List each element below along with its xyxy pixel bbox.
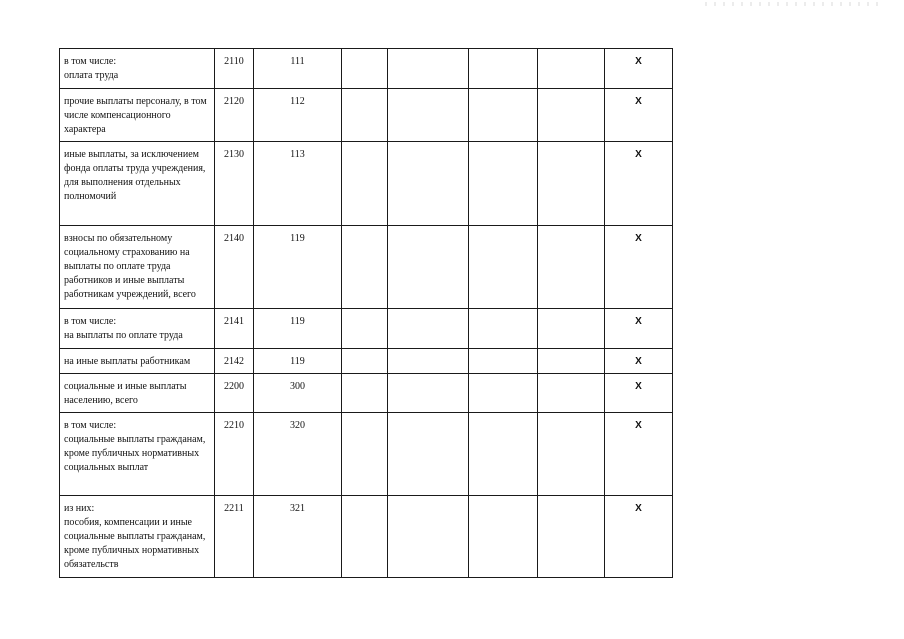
row-line-code: 2200 bbox=[215, 374, 254, 413]
table-row bbox=[60, 142, 673, 226]
table-row bbox=[60, 374, 673, 413]
row-line-code: 2142 bbox=[215, 349, 254, 374]
row-value-cell bbox=[538, 374, 605, 413]
row-x-mark: X bbox=[605, 89, 673, 142]
row-name: в том числе: на выплаты по оплате труда bbox=[60, 309, 215, 349]
row-budget-code: 119 bbox=[254, 349, 342, 374]
row-x-mark: X bbox=[605, 374, 673, 413]
row-budget-code: 111 bbox=[254, 49, 342, 89]
row-line-code: 2110 bbox=[215, 49, 254, 89]
row-value-cell bbox=[469, 309, 538, 349]
row-name: иные выплаты, за исключением фонда оплаты труда учреждения, для выполнения отдельных полномочий bbox=[60, 142, 215, 226]
row-value-cell bbox=[538, 309, 605, 349]
row-budget-code: 321 bbox=[254, 496, 342, 578]
table-row bbox=[60, 89, 673, 142]
row-value-cell bbox=[388, 226, 469, 309]
table-row bbox=[60, 496, 673, 578]
row-value-cell bbox=[538, 49, 605, 89]
row-line-code: 2141 bbox=[215, 309, 254, 349]
row-line-code: 2210 bbox=[215, 413, 254, 496]
row-name: прочие выплаты персоналу, в том числе компенсационного характера bbox=[60, 89, 215, 142]
row-x-mark: X bbox=[605, 413, 673, 496]
table-row bbox=[60, 309, 673, 349]
row-value-cell bbox=[388, 374, 469, 413]
budget-sheet bbox=[59, 48, 672, 578]
budget-table bbox=[59, 48, 673, 578]
row-value-cell bbox=[538, 89, 605, 142]
row-name: в том числе: оплата труда bbox=[60, 49, 215, 89]
row-value-cell bbox=[342, 349, 388, 374]
row-budget-code: 113 bbox=[254, 142, 342, 226]
row-value-cell bbox=[469, 349, 538, 374]
row-budget-code: 112 bbox=[254, 89, 342, 142]
table-row bbox=[60, 349, 673, 374]
row-value-cell bbox=[342, 226, 388, 309]
row-x-mark: X bbox=[605, 496, 673, 578]
table-row bbox=[60, 413, 673, 496]
row-budget-code: 300 bbox=[254, 374, 342, 413]
row-budget-code: 119 bbox=[254, 226, 342, 309]
row-line-code: 2120 bbox=[215, 89, 254, 142]
row-value-cell bbox=[388, 413, 469, 496]
row-x-mark: X bbox=[605, 226, 673, 309]
row-value-cell bbox=[469, 142, 538, 226]
row-value-cell bbox=[538, 349, 605, 374]
row-value-cell bbox=[388, 349, 469, 374]
row-value-cell bbox=[342, 413, 388, 496]
row-value-cell bbox=[469, 49, 538, 89]
row-value-cell bbox=[342, 142, 388, 226]
row-budget-code: 119 bbox=[254, 309, 342, 349]
row-name: взносы по обязательному социальному страхованию на выплаты по оплате труда работников и иные выплаты работникам учреждений, всего bbox=[60, 226, 215, 309]
row-value-cell bbox=[538, 496, 605, 578]
row-value-cell bbox=[342, 309, 388, 349]
row-name: из них: пособия, компенсации и иные социальные выплаты гражданам, кроме публичных нормативных обязательств bbox=[60, 496, 215, 578]
row-value-cell bbox=[538, 142, 605, 226]
row-value-cell bbox=[342, 374, 388, 413]
row-value-cell bbox=[388, 309, 469, 349]
table-row bbox=[60, 226, 673, 309]
row-value-cell bbox=[388, 49, 469, 89]
row-value-cell bbox=[469, 413, 538, 496]
row-x-mark: X bbox=[605, 49, 673, 89]
row-value-cell bbox=[469, 374, 538, 413]
row-line-code: 2211 bbox=[215, 496, 254, 578]
row-value-cell bbox=[469, 496, 538, 578]
row-name: на иные выплаты работникам bbox=[60, 349, 215, 374]
scan-noise bbox=[705, 2, 885, 6]
row-x-mark: X bbox=[605, 349, 673, 374]
row-x-mark: X bbox=[605, 142, 673, 226]
row-value-cell bbox=[342, 496, 388, 578]
row-x-mark: X bbox=[605, 309, 673, 349]
row-value-cell bbox=[342, 49, 388, 89]
row-value-cell bbox=[538, 413, 605, 496]
row-budget-code: 320 bbox=[254, 413, 342, 496]
row-name: социальные и иные выплаты населению, всего bbox=[60, 374, 215, 413]
table-row bbox=[60, 49, 673, 89]
row-line-code: 2130 bbox=[215, 142, 254, 226]
row-value-cell bbox=[388, 496, 469, 578]
row-value-cell bbox=[538, 226, 605, 309]
row-name: в том числе: социальные выплаты гражданам, кроме публичных нормативных социальных выплат bbox=[60, 413, 215, 496]
row-value-cell bbox=[469, 89, 538, 142]
row-line-code: 2140 bbox=[215, 226, 254, 309]
row-value-cell bbox=[388, 89, 469, 142]
row-value-cell bbox=[388, 142, 469, 226]
row-value-cell bbox=[342, 89, 388, 142]
row-value-cell bbox=[469, 226, 538, 309]
